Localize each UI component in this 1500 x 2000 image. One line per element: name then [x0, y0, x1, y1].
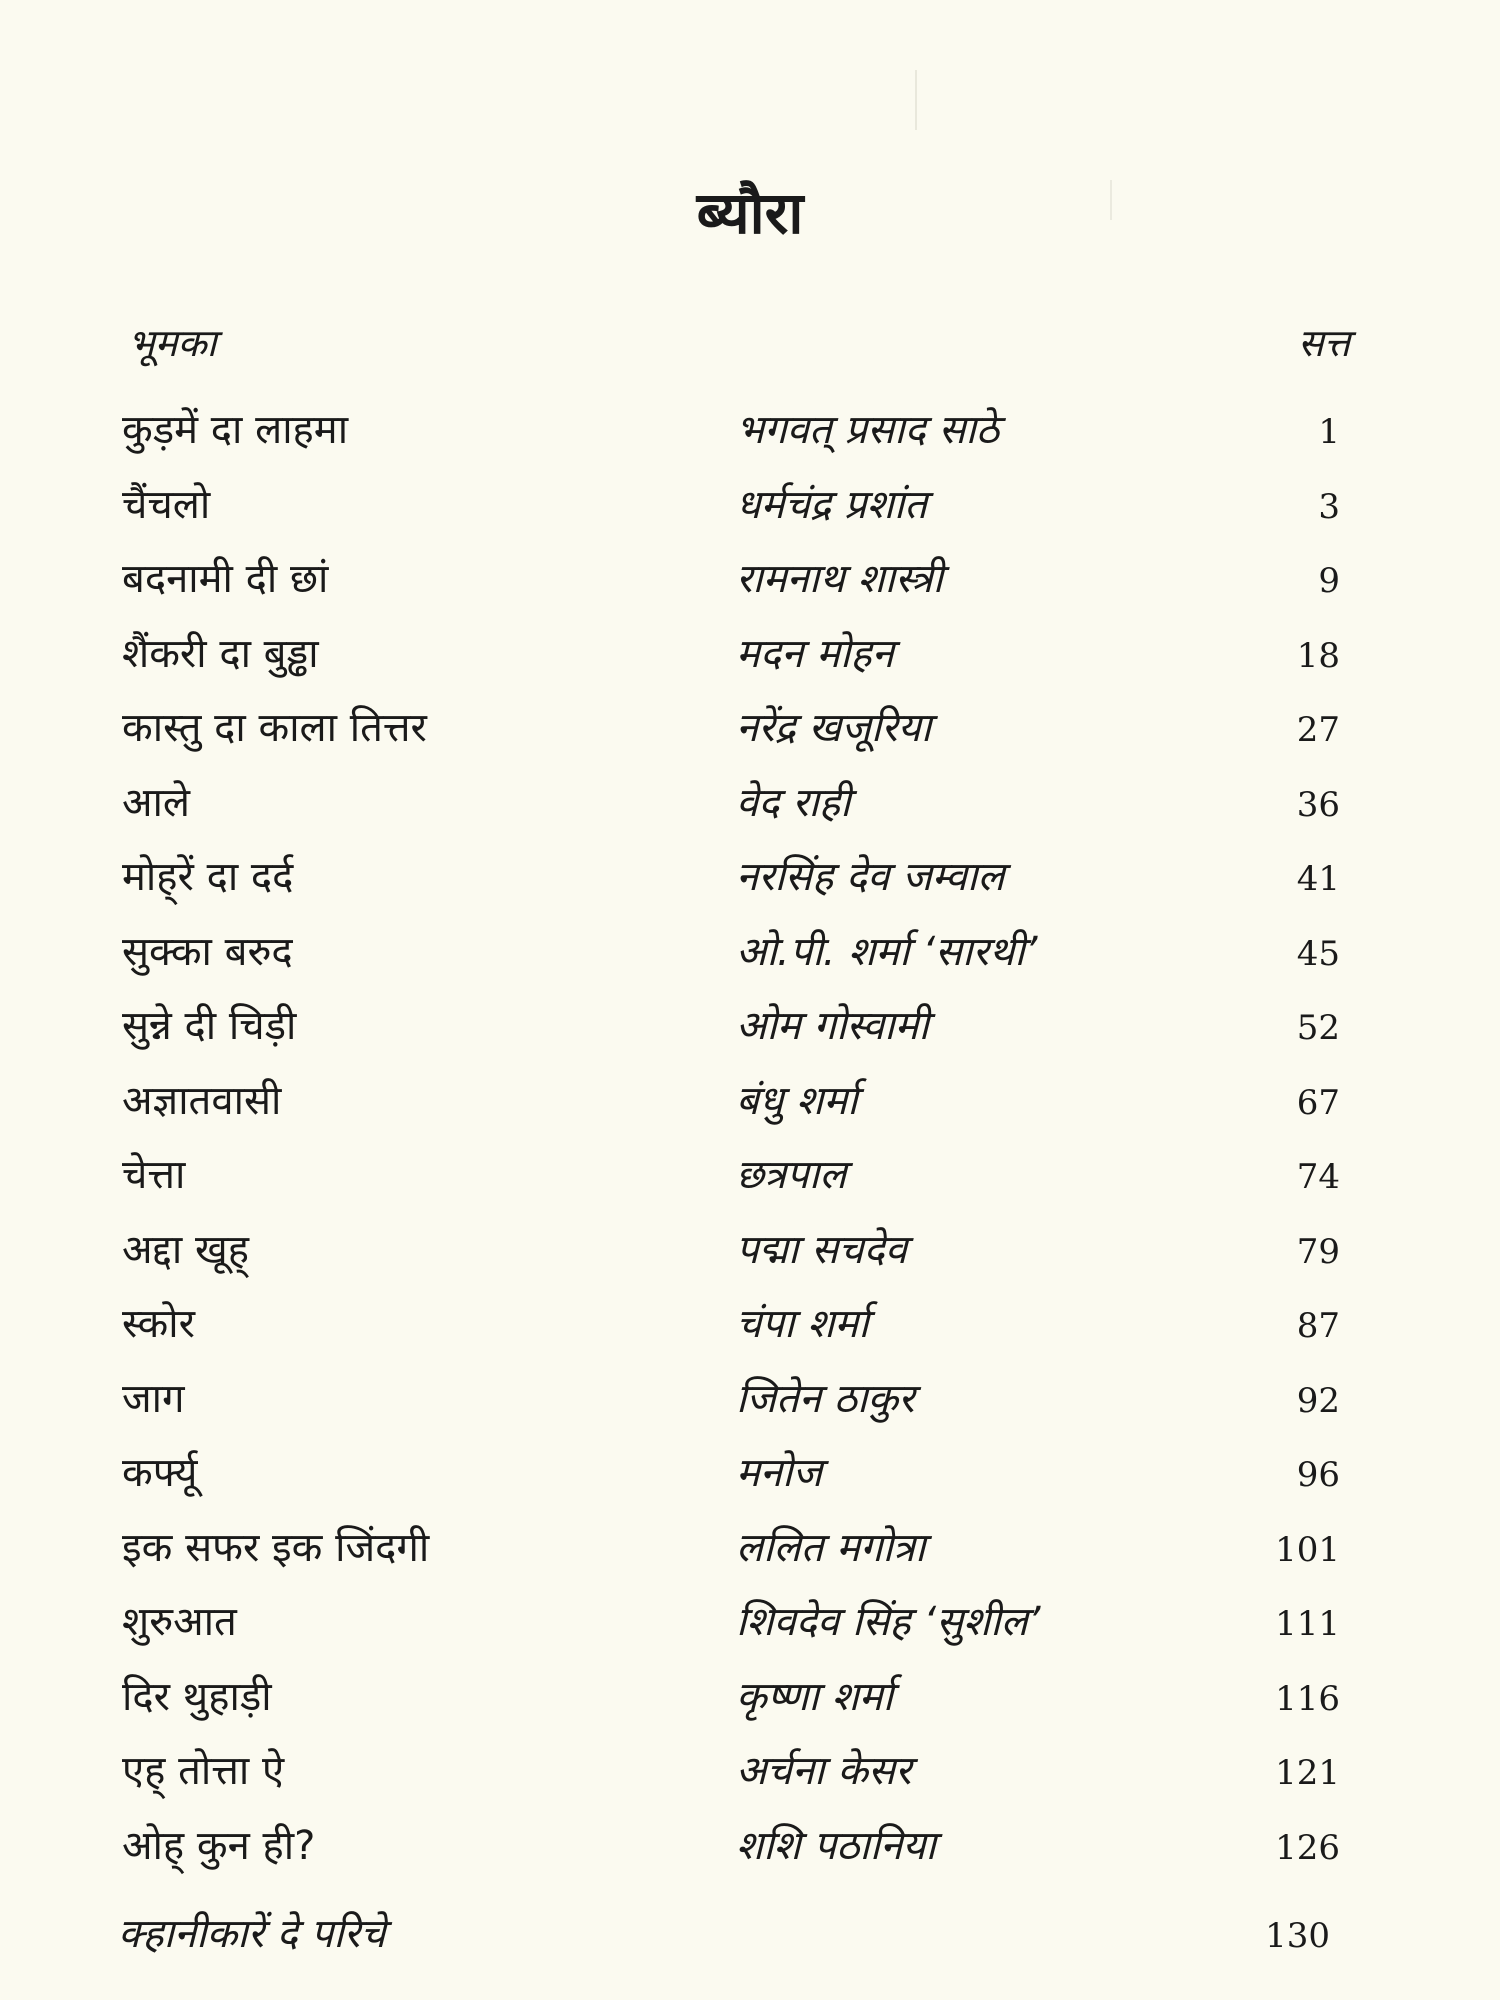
toc-row [0, 1518, 1500, 1593]
story-title: आले [122, 779, 190, 826]
page-number: 79 [1296, 1231, 1340, 1272]
story-title: मोह्‌रें दा दर्द [122, 854, 294, 900]
footer-page-number: 130 [1265, 1916, 1330, 1956]
toc-row [0, 549, 1500, 624]
toc-footer-entry [0, 1904, 1500, 1964]
story-title: स्कोर [122, 1301, 195, 1347]
toc-row [0, 1741, 1500, 1816]
author-name: अर्चना केसर [736, 1748, 912, 1794]
toc-row [0, 624, 1500, 699]
page-number: 121 [1275, 1753, 1340, 1793]
author-name: ललित मगोत्रा [736, 1524, 926, 1571]
page-number: 3 [1318, 486, 1340, 527]
story-title: शुरुआत [122, 1599, 237, 1645]
page-number: 52 [1296, 1008, 1340, 1048]
table-of-contents [0, 400, 1500, 1890]
author-name: धर्मचंद्र प्रशांत [736, 481, 927, 528]
author-name: कृष्णा शर्मा [736, 1673, 894, 1720]
story-title: कर्फ्यू [122, 1450, 198, 1496]
author-name: जितेन ठाकुर [736, 1375, 915, 1422]
page-number: 92 [1296, 1380, 1340, 1421]
toc-row [0, 1592, 1500, 1667]
story-title: चैंचलो [122, 481, 211, 528]
page-number: 67 [1296, 1082, 1340, 1123]
story-title: सुन्ने दी चिड़ी [122, 1003, 297, 1049]
page-number: 111 [1275, 1604, 1340, 1644]
story-title: जाग [122, 1375, 185, 1422]
paper-scratch-mark [915, 70, 917, 130]
page-number: 126 [1275, 1827, 1340, 1868]
footer-label: क्हानीकारें दे परिचे [118, 1911, 386, 1957]
page-number: 36 [1296, 784, 1340, 825]
toc-row [0, 1294, 1500, 1369]
story-title: चेत्ता [122, 1152, 186, 1198]
author-name: ओम गोस्वामी [736, 1003, 929, 1049]
story-title: शैंकरी दा बुड्ढा [122, 630, 319, 677]
toc-row [0, 400, 1500, 475]
toc-row [0, 1220, 1500, 1295]
page-number: 18 [1296, 635, 1340, 676]
story-title: ओह् कुन ही? [122, 1822, 316, 1869]
author-name: नरेंद्र खजूरिया [736, 705, 932, 751]
page-number: 1 [1318, 412, 1340, 452]
page-number: 87 [1296, 1306, 1340, 1346]
story-title: इक सफर इक जिंदगी [122, 1524, 430, 1571]
toc-row [0, 773, 1500, 848]
page-number: 41 [1296, 859, 1340, 899]
page-number: 27 [1296, 710, 1340, 750]
toc-row [0, 1071, 1500, 1146]
author-name: पद्मा सचदेव [736, 1226, 908, 1273]
author-name: शशि पठानिया [736, 1822, 936, 1869]
toc-row [0, 1145, 1500, 1220]
page-column-label: सत्त [1298, 321, 1350, 365]
page-number: 96 [1296, 1455, 1340, 1495]
author-name: शिवदेव सिंह ‘सुशील’ [736, 1599, 1041, 1645]
story-title: एह् तोत्ता ऐ [122, 1748, 285, 1794]
page-number: 116 [1275, 1678, 1340, 1719]
toc-row [0, 698, 1500, 773]
story-title: अज्ञातवासी [122, 1077, 282, 1124]
author-name: मदन मोहन [736, 630, 894, 677]
story-title: कास्तु दा काला तित्तर [122, 705, 427, 751]
story-title: अद्दा खूह् [122, 1226, 249, 1273]
author-name: चंपा शर्मा [736, 1301, 869, 1347]
preface-label: भूमका [128, 321, 217, 365]
story-title: दिर थुहाड़ी [122, 1673, 272, 1720]
toc-row [0, 996, 1500, 1071]
toc-row [0, 922, 1500, 997]
paper-scratch-mark [1110, 180, 1112, 220]
toc-row [0, 1443, 1500, 1518]
toc-row [0, 475, 1500, 550]
toc-header [0, 315, 1500, 371]
author-name: नरसिंह देव जम्वाल [736, 854, 1005, 900]
page-number: 9 [1318, 561, 1340, 601]
author-name: रामनाथ शास्त्री [736, 556, 944, 602]
page-number: 45 [1296, 933, 1340, 974]
story-title: कुड़में दा लाहमा [122, 407, 349, 453]
page-number: 101 [1275, 1529, 1340, 1570]
author-name: छत्रपाल [736, 1152, 847, 1198]
author-name: भगवत् प्रसाद साठे [736, 407, 1000, 453]
toc-row [0, 1667, 1500, 1742]
author-name: वेद राही [736, 779, 851, 826]
toc-row [0, 1369, 1500, 1444]
author-name: बंधु शर्मा [736, 1077, 858, 1124]
page-title: ब्यौरा [696, 179, 804, 247]
toc-row [0, 847, 1500, 922]
story-title: सुक्का बरुद [122, 928, 293, 975]
author-name: ओ.पी. शर्मा ‘सारथी’ [736, 928, 1038, 975]
page-number: 74 [1296, 1157, 1340, 1197]
story-title: बदनामी दी छां [122, 556, 329, 602]
toc-row [0, 1816, 1500, 1891]
author-name: मनोज [736, 1450, 823, 1496]
